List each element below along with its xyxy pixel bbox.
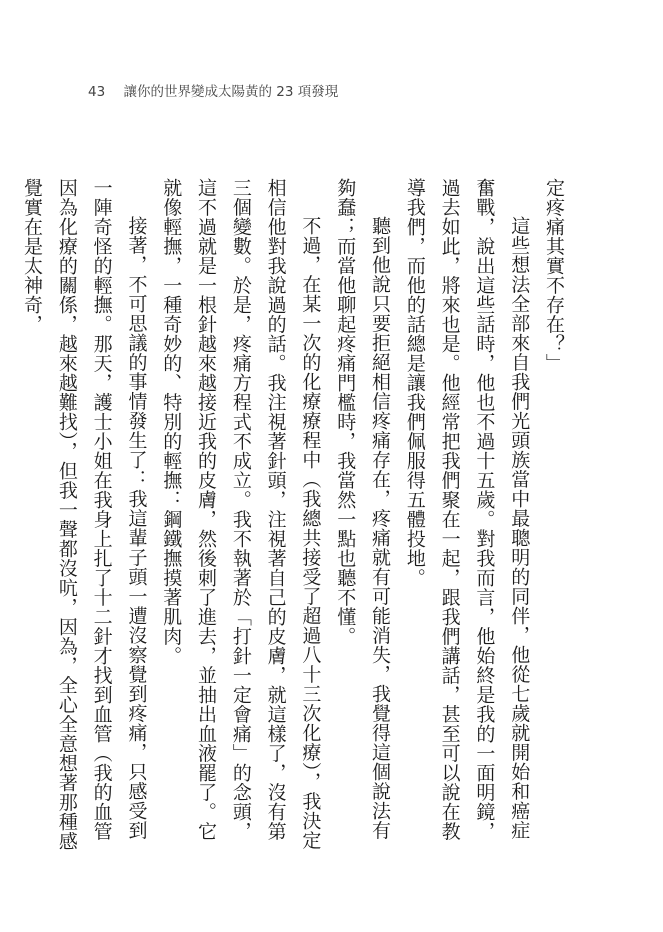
running-header: [88, 80, 338, 100]
paragraph: 這些想法全部來自我們光頭族當中最聰明的同伴，他從七歲就開始和癌症奮戰，說出這些話時，他也不過十五歲。對我而言，他始終是我的一面明鏡，過去如此，將來也是。他經常把我們聚在一起，跟我們講話，甚至可以說在教導我們，而他的話總是讓我們佩服得五體投地。: [403, 178, 531, 841]
paragraph: 接著，不可思議的事情發生了：我這輩子頭一遭沒察覺到疼痛，只感受到一陣奇怪的輕撫。那天，護士小姐在我身上扎了十二針才找到血管（我的血管因為化療的關係，越來越難找），但我一聲都沒吭，因為，全心全意想著那種感覺實在是太神奇，: [21, 178, 148, 851]
paragraph: 聽到他說只要拒絕相信疼痛存在，疼痛就有可能消失，我覺得這個說法有夠蠢；而當他聊起疼痛門檻時，我當然一點也聽不懂。: [334, 178, 392, 840]
page-number: 43: [88, 84, 106, 100]
paragraph-continuation: 定疼痛其實不存在？」: [543, 178, 565, 373]
paragraph: 不過，在某一次的化療療程中（我總共接受了超過八十三次化療），我決定相信他對我說過的話。我注視著針頭，注視著自己的皮膚，就這樣了，沒有第三個變數。於是，疼痛方程式不成立。我不執著於「打針一定會痛」的念頭，這不過就是一根針越來越接近我的皮膚，然後刺了進去，並抽出血液罷了。它就像輕撫，一種奇妙的、特別的輕撫：鋼鐵撫摸著肌肉。: [160, 178, 322, 850]
vertical-body-text: [21, 178, 571, 858]
running-title: 讓你的世界變成太陽黃的 23 項發現: [123, 84, 339, 100]
